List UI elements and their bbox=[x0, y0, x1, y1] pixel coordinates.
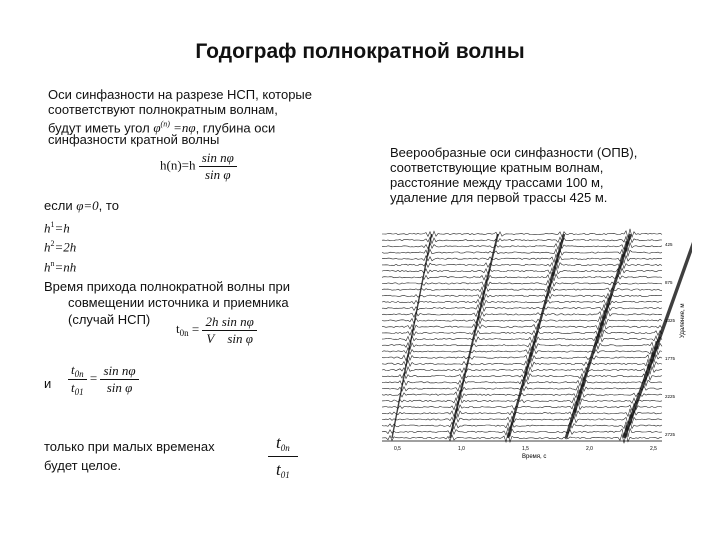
seismogram-x-tick: 2,0 bbox=[586, 446, 593, 452]
seismogram-y-tick: 1325 bbox=[665, 318, 676, 323]
caption-line-3: расстояние между трассами 100 м, bbox=[390, 175, 604, 190]
formula-ratio-small-den bbox=[268, 457, 298, 480]
seismogram-trace bbox=[382, 335, 662, 344]
seismogram-trace bbox=[382, 346, 662, 357]
caption-line-2: соответствующие кратным волнам, bbox=[390, 160, 604, 175]
page-title: Годограф полнократной волны bbox=[195, 40, 525, 63]
seismogram-trace bbox=[382, 395, 662, 405]
seismogram-trace bbox=[382, 310, 662, 319]
seismogram-y-tick: 2225 bbox=[665, 394, 676, 399]
seismogram-x-label: Время, с bbox=[522, 454, 547, 460]
seismogram-trace bbox=[382, 341, 662, 350]
formula-ratio-t-bottom-sub: 01 bbox=[74, 387, 84, 397]
formula-t0n-den-v: V bbox=[206, 331, 215, 346]
time-para-line-2: совмещении источника и приемника bbox=[68, 295, 289, 310]
condition-tail: , то bbox=[98, 198, 119, 213]
condition-head: если bbox=[44, 198, 77, 213]
formula-h-n-den: sin φ bbox=[205, 167, 231, 182]
seismogram-y-tick: 875 bbox=[665, 280, 673, 285]
formula-t0n-lhs bbox=[176, 321, 189, 339]
seismogram-x-tick: 1,0 bbox=[458, 446, 465, 452]
formula-ratio-t-top: t bbox=[71, 362, 75, 377]
phi-n-eq: =nφ bbox=[169, 120, 196, 136]
h-line-1 bbox=[44, 217, 70, 235]
conclusion-line-2: будет целое. bbox=[44, 458, 122, 473]
seismogram-trace bbox=[382, 364, 662, 375]
h-line-1-base: h bbox=[44, 220, 51, 236]
seismogram-trace bbox=[382, 304, 662, 313]
formula-ratio-small-num bbox=[268, 433, 298, 457]
h-line-1-sup: 1 bbox=[50, 220, 55, 229]
seismogram-trace bbox=[382, 352, 662, 363]
seismogram-trace bbox=[382, 432, 662, 443]
h-line-1-rhs: =h bbox=[54, 220, 70, 236]
formula-ratio-t-bottom: t bbox=[71, 380, 75, 395]
formula-t0n bbox=[176, 314, 257, 347]
seismogram-y-label: Удаление, м bbox=[680, 303, 686, 338]
formula-ratio-small-t-bottom-sub: 01 bbox=[280, 470, 290, 480]
seismogram-trace bbox=[382, 425, 662, 437]
caption-line-4: удаление для первой трассы 425 м. bbox=[390, 190, 608, 205]
formula-t0n-sub: 0n bbox=[179, 328, 189, 339]
seismogram-traces bbox=[382, 229, 662, 443]
formula-ratio-eq: = bbox=[89, 370, 98, 386]
formula-t0n-t: t bbox=[176, 321, 180, 337]
seismogram-x-tick: 0,5 bbox=[394, 446, 401, 452]
formula-ratio-rhs-num: sin nφ bbox=[100, 363, 138, 380]
seismogram-trace bbox=[382, 286, 662, 294]
intro-line-3-head: будут иметь угол bbox=[48, 120, 154, 136]
h-line-3-sup: n bbox=[50, 259, 55, 268]
seismogram-trace bbox=[382, 280, 662, 287]
formula-h-n-lhs: h(n)=h bbox=[160, 157, 196, 173]
phi-n-base: φ bbox=[153, 120, 161, 136]
time-para-line-1: Время прихода полнократной волны при bbox=[44, 279, 291, 294]
seismogram-trace bbox=[382, 421, 662, 431]
formula-ratio-small-fraction bbox=[268, 433, 298, 480]
h-line-2-rhs: =2h bbox=[54, 239, 77, 255]
h-line-3-rhs: =nh bbox=[54, 259, 77, 275]
h-line-3-base: h bbox=[44, 259, 51, 275]
phi-n-sup: (n) bbox=[160, 120, 170, 129]
formula-t0n-den-sin: sin φ bbox=[227, 331, 253, 346]
seismogram-trace bbox=[382, 315, 662, 326]
caption-line-1: Веерообразные оси синфазности (ОПВ), bbox=[390, 145, 638, 160]
formula-h-n bbox=[160, 150, 237, 183]
seismogram-trace bbox=[382, 403, 662, 413]
seismogram-trace bbox=[382, 359, 662, 370]
and-label: и bbox=[44, 376, 52, 391]
seismogram-trace bbox=[382, 229, 662, 238]
formula-t0n-eq: = bbox=[191, 321, 200, 337]
condition-line bbox=[44, 198, 119, 213]
intro-line-4: синфазности кратной волны bbox=[48, 132, 220, 147]
formula-ratio-t-top-sub: 0n bbox=[74, 369, 84, 379]
seismogram-trace bbox=[382, 408, 662, 418]
h-line-2-base: h bbox=[44, 239, 51, 255]
intro-line-2: соответствуют полнократным волнам, bbox=[48, 102, 278, 117]
formula-h-n-num: sin nφ bbox=[199, 150, 237, 167]
formula-ratio-lhs-den bbox=[68, 380, 87, 397]
formula-ratio-small-t-top-sub: 0n bbox=[280, 443, 290, 453]
formula-ratio bbox=[68, 362, 139, 397]
intro-line-3-tail: , глубина оси bbox=[195, 120, 276, 136]
formula-ratio-lhs bbox=[68, 362, 87, 397]
formula-h-n-fraction bbox=[199, 150, 237, 183]
h-line-2-sup: 2 bbox=[50, 239, 55, 248]
formula-t0n-fraction bbox=[202, 314, 256, 347]
formula-ratio-small-t-bottom: t bbox=[276, 460, 281, 479]
seismogram-trace bbox=[382, 247, 662, 257]
seismogram-trace bbox=[382, 322, 662, 333]
h-line-2 bbox=[44, 236, 76, 254]
seismogram-trace bbox=[382, 414, 662, 424]
seismogram-trace bbox=[382, 328, 662, 337]
formula-ratio-small-t-top: t bbox=[276, 433, 281, 452]
formula-ratio-rhs-den: sin φ bbox=[106, 380, 133, 395]
formula-t0n-den bbox=[203, 331, 256, 347]
condition-var: φ=0 bbox=[76, 198, 99, 213]
seismogram-trace bbox=[382, 241, 662, 252]
seismogram-y-tick: 425 bbox=[665, 242, 673, 247]
seismogram-figure bbox=[372, 228, 692, 468]
seismogram-x-tick: 2,5 bbox=[650, 446, 657, 452]
formula-ratio-small bbox=[268, 433, 298, 480]
time-para-line-3: (случай НСП) bbox=[68, 312, 151, 327]
seismogram-trace bbox=[382, 292, 662, 300]
conclusion-line-1: только при малых временах bbox=[44, 439, 215, 454]
formula-t0n-num: 2h sin nφ bbox=[202, 314, 256, 331]
h-line-3 bbox=[44, 256, 76, 274]
formula-ratio-lhs-num bbox=[68, 362, 87, 380]
seismogram-y-tick: 1775 bbox=[665, 356, 676, 361]
formula-ratio-rhs bbox=[100, 363, 138, 396]
seismogram-y-tick: 2725 bbox=[665, 432, 676, 437]
intro-line-1: Оси синфазности на разрезе НСП, которые bbox=[48, 87, 312, 102]
seismogram-trace bbox=[382, 297, 662, 305]
seismogram-x-tick: 1,5 bbox=[522, 446, 529, 452]
seismogram-trace bbox=[382, 237, 662, 246]
